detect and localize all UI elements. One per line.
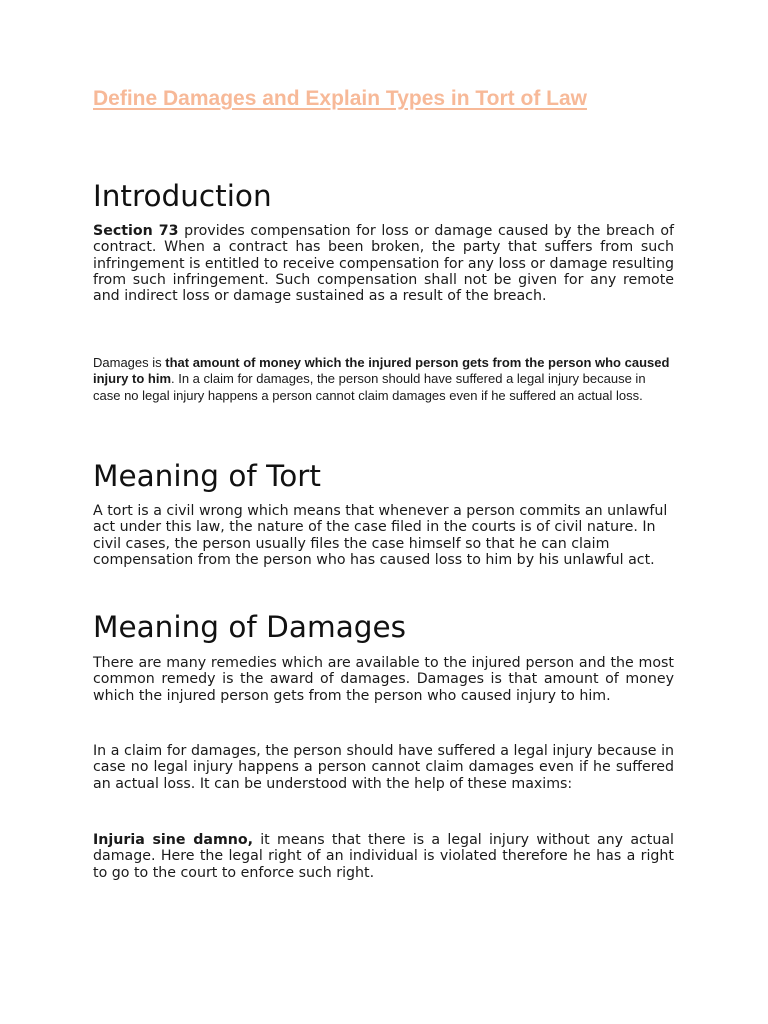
section-73-bold: Section 73 xyxy=(93,223,179,239)
injuria-sine-damno-bold: Injuria sine damno, xyxy=(93,832,253,848)
intro-paragraph-2-bold: that amount of money which the injured person gets from the person who caused injury to him xyxy=(93,355,670,387)
heading-meaning-of-damages: Meaning of Damages xyxy=(93,610,407,644)
intro-paragraph-section-73 xyxy=(93,223,674,304)
intro-paragraph-2-start: Damages is xyxy=(93,355,166,370)
document-title[interactable]: Define Damages and Explain Types in Tort of Law xyxy=(93,87,587,110)
tort-paragraph: A tort is a civil wrong which means that whenever a person commits an unlawful act under this law, the nature of the case filed in the courts is of civil nature. In civil cases, the person usually files the case himself so that he can claim compensation from the person who has caused loss to him by his unlawful act. xyxy=(93,503,668,568)
intro-paragraph-2-rest: . In a claim for damages, the person should have suffered a legal injury because in case no legal injury happens a person cannot claim damages even if he suffered an actual loss. xyxy=(93,371,646,403)
intro-paragraph-damages xyxy=(93,355,674,404)
heading-meaning-of-tort: Meaning of Tort xyxy=(93,459,321,493)
intro-paragraph-1-text: provides compensation for loss or damage caused by the breach of contract. When a contract has been broken, the party that suffers from such infringement is entitled to receive compensation for any loss or damage resulting from such infringement. Such compensation shall not be given for any remote and indirect loss or damage sustained as a result of the breach. xyxy=(93,223,675,305)
heading-introduction: Introduction xyxy=(93,179,272,213)
damages-paragraph-2: In a claim for damages, the person should have suffered a legal injury because in case no legal injury happens a person cannot claim damages even if he suffered an actual loss. It can be understood with the help of these maxims: xyxy=(93,743,674,792)
damages-paragraph-injuria xyxy=(93,832,674,881)
damages-paragraph-1: There are many remedies which are available to the injured person and the most common remedy is the award of damages. Damages is that amount of money which the injured person gets from the person who caused injury to him. xyxy=(93,655,674,704)
damages-paragraph-3-text: it means that there is a legal injury without any actual damage. Here the legal right of an individual is violated therefore he has a right to go to the court to enforce such right. xyxy=(93,832,674,881)
